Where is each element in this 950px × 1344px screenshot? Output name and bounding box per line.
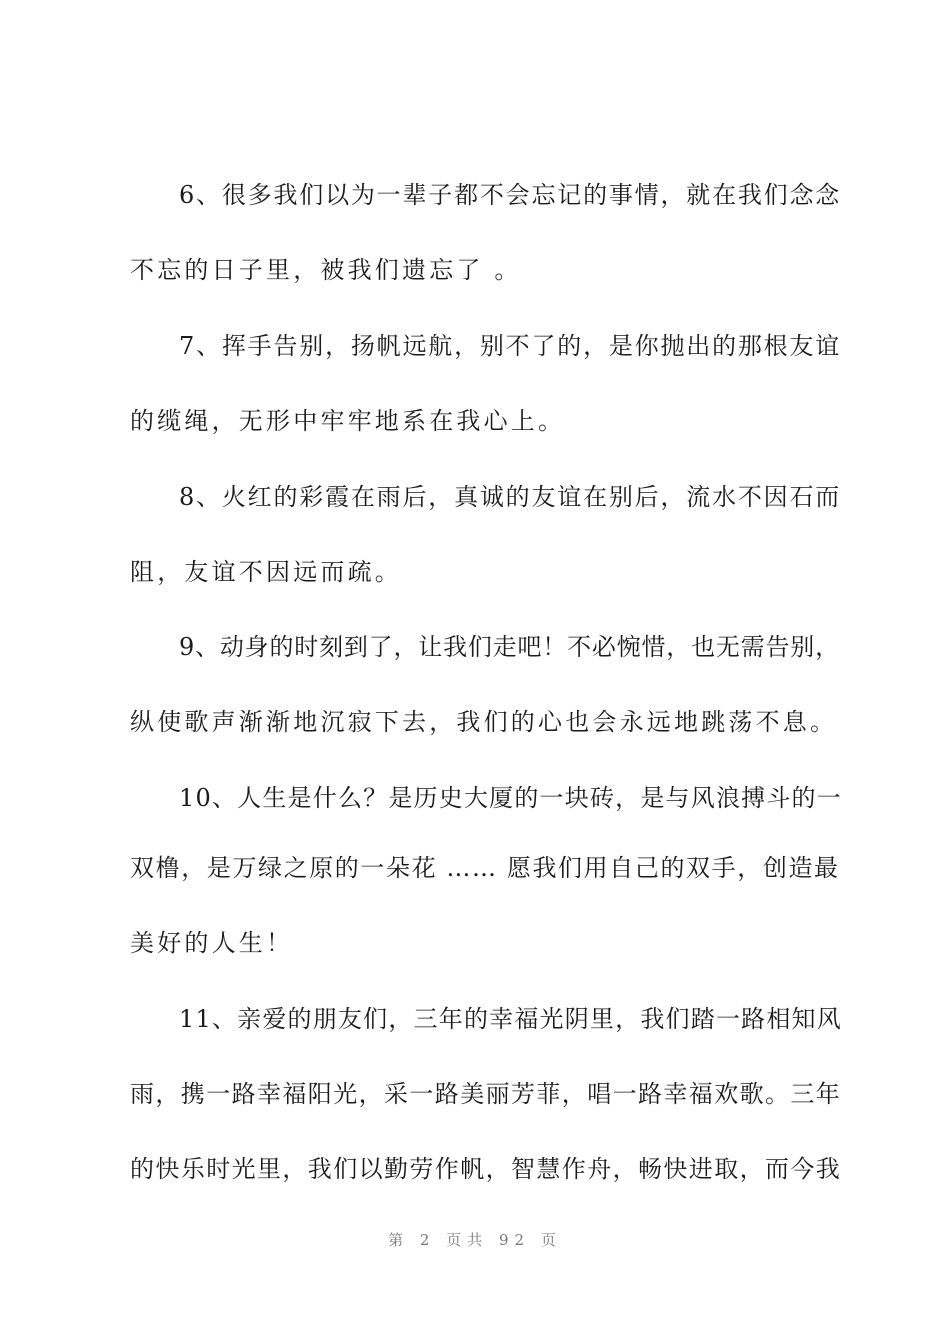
page-number-footer: 第 2 页共 92 页 — [388, 1231, 562, 1249]
paragraph-11-line-3: 的快乐时光里，我们以勤劳作帆，智慧作舟，畅快进取，而今我 — [130, 1155, 842, 1183]
paragraph-10-line-2: 双橹，是万绿之原的一朵花 …… 愿我们用自己的双手，创造最 — [130, 854, 840, 882]
paragraph-11-line-2: 雨，携一路幸福阳光，采一路美丽芳菲，唱一路幸福欢歌。三年 — [130, 1080, 842, 1108]
paragraph-6-line-1: 6、很多我们以为一辈子都不会忘记的事情，就在我们念念 — [179, 181, 842, 209]
paragraph-11-line-1: 11、亲爱的朋友们，三年的幸福光阴里，我们踏一路相知风 — [179, 1005, 842, 1033]
paragraph-10-line-1: 10、人生是什么？是历史大厦的一块砖，是与风浪搏斗的一 — [179, 784, 842, 812]
paragraph-8-line-1: 8、火红的彩霞在雨后，真诚的友谊在别后，流水不因石而 — [179, 483, 842, 511]
paragraph-7-line-2: 的缆绳，无形中牢牢地系在我心上。 — [130, 407, 566, 435]
paragraph-6-line-2: 不忘的日子里，被我们遗忘了 。 — [130, 256, 522, 284]
paragraph-9-line-2: 纵使歌声渐渐地沉寂下去，我们的心也会永远地跳荡不息。 — [130, 708, 838, 736]
paragraph-8-line-2: 阻，友谊不因远而疏。 — [130, 558, 402, 586]
paragraph-7-line-1: 7、挥手告别，扬帆远航，别不了的，是你抛出的那根友谊 — [179, 332, 842, 360]
paragraph-9-line-1: 9、动身的时刻到了，让我们走吧！不必惋惜，也无需告别， — [179, 633, 840, 661]
paragraph-10-line-3: 美好的人生！ — [130, 929, 294, 957]
